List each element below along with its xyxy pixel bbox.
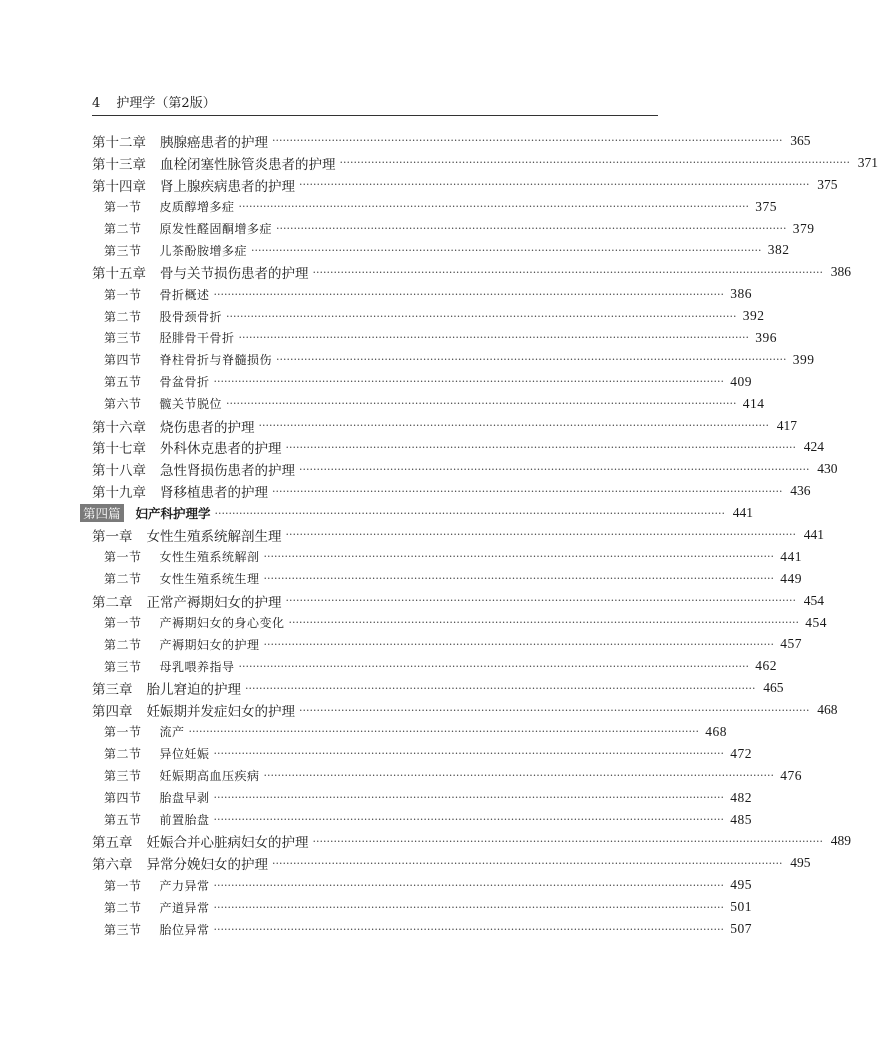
toc-section-entry[interactable] xyxy=(92,896,753,918)
chapter-title: 烧伤患者的护理 xyxy=(160,419,255,436)
page-reference: 441 xyxy=(732,505,754,521)
page-reference: 441 xyxy=(780,548,803,564)
page-reference: 379 xyxy=(792,220,815,236)
toc-section-entry[interactable] xyxy=(92,874,753,896)
page-reference: 386 xyxy=(730,286,753,302)
dot-leader xyxy=(299,463,810,476)
chapter-number: 第十五章 xyxy=(92,266,146,283)
page-reference: 392 xyxy=(742,308,765,324)
toc-section-entry[interactable] xyxy=(92,218,815,240)
dot-leader xyxy=(313,835,824,848)
page-reference: 485 xyxy=(730,811,753,827)
chapter-title: 血栓闭塞性脉管炎患者的护理 xyxy=(160,156,336,173)
section-number: 第四节 xyxy=(104,353,142,368)
dot-leader xyxy=(313,266,824,279)
toc-section-entry[interactable] xyxy=(92,918,753,940)
section-title: 女性生殖系统解剖 xyxy=(159,550,260,565)
chapter-number: 第五章 xyxy=(92,835,133,852)
section-number: 第一节 xyxy=(104,200,142,215)
chapter-number: 第四章 xyxy=(92,704,133,721)
toc-chapter-entry[interactable] xyxy=(92,152,878,174)
section-title: 产褥期妇女的身心变化 xyxy=(159,616,285,631)
section-number: 第一节 xyxy=(104,725,142,740)
toc-section-entry[interactable] xyxy=(92,327,778,349)
toc-chapter-entry[interactable] xyxy=(92,677,784,699)
section-number: 第三节 xyxy=(104,922,142,937)
dot-leader xyxy=(189,725,700,738)
dot-leader xyxy=(340,156,851,169)
toc-section-entry[interactable] xyxy=(92,371,753,393)
dot-leader xyxy=(214,923,725,936)
page-reference: 495 xyxy=(730,877,753,893)
dot-leader xyxy=(289,616,800,629)
toc-section-entry[interactable] xyxy=(92,349,815,371)
page-reference: 424 xyxy=(803,439,825,455)
dot-leader xyxy=(214,901,725,914)
chapter-title: 妊娠期并发症妇女的护理 xyxy=(146,704,295,721)
dot-leader xyxy=(215,507,726,520)
page-reference: 468 xyxy=(705,723,728,739)
section-title: 母乳喂养指导 xyxy=(159,659,235,674)
book-title: 护理学（第2版） xyxy=(116,96,216,111)
chapter-number: 第二章 xyxy=(92,594,133,611)
chapter-title: 骨与关节损伤患者的护理 xyxy=(160,266,309,283)
section-title: 骨折概述 xyxy=(159,287,210,302)
section-number: 第三节 xyxy=(104,331,142,346)
chapter-number: 第六章 xyxy=(92,857,133,874)
page-reference: 468 xyxy=(817,702,838,718)
chapter-title: 外科休克患者的护理 xyxy=(160,441,282,458)
page-reference: 414 xyxy=(742,395,765,411)
chapter-number: 第十七章 xyxy=(92,441,146,458)
chapter-title: 急性肾损伤患者的护理 xyxy=(160,463,295,480)
chapter-number: 第一章 xyxy=(92,528,133,545)
toc-chapter-entry[interactable] xyxy=(92,699,838,721)
toc-chapter-entry[interactable] xyxy=(92,174,838,196)
page-reference: 449 xyxy=(780,570,803,586)
dot-leader xyxy=(226,310,737,323)
section-title: 前置胎盘 xyxy=(159,813,210,828)
dot-leader xyxy=(272,485,783,498)
page-reference: 399 xyxy=(792,351,815,367)
page-reference: 454 xyxy=(803,592,825,608)
section-title: 原发性醛固酮增多症 xyxy=(159,222,273,236)
section-title: 异位妊娠 xyxy=(159,747,210,762)
section-title: 骨盆骨折 xyxy=(159,375,210,390)
page-reference: 371 xyxy=(857,154,878,170)
toc-section-entry[interactable] xyxy=(92,633,803,655)
chapter-number: 第十二章 xyxy=(92,134,146,151)
toc-chapter-entry[interactable] xyxy=(92,261,852,283)
page-reference: 454 xyxy=(805,614,828,630)
chapter-number: 第十三章 xyxy=(92,156,146,173)
page-reference: 409 xyxy=(730,373,753,389)
toc-chapter-entry[interactable] xyxy=(92,130,811,152)
toc-section-entry[interactable] xyxy=(92,655,778,677)
dot-leader xyxy=(214,813,725,826)
toc-section-entry[interactable] xyxy=(92,568,803,590)
page-reference: 482 xyxy=(730,789,753,805)
dot-leader xyxy=(264,638,775,651)
dot-leader xyxy=(214,375,725,388)
section-title: 产道异常 xyxy=(159,900,210,915)
section-number: 第三节 xyxy=(104,243,142,258)
toc-chapter-entry[interactable] xyxy=(92,590,825,612)
page-reference: 382 xyxy=(767,242,790,258)
page-reference: 430 xyxy=(817,461,838,477)
page-reference: 441 xyxy=(803,526,825,542)
section-title: 胫腓骨干骨折 xyxy=(159,331,235,346)
toc-section-entry[interactable] xyxy=(92,765,803,787)
chapter-number: 第十四章 xyxy=(92,178,146,195)
dot-leader xyxy=(214,791,725,804)
dot-leader xyxy=(272,134,783,147)
chapter-number: 第十六章 xyxy=(92,419,146,436)
toc-chapter-entry[interactable] xyxy=(92,415,798,437)
toc-section-entry[interactable] xyxy=(92,721,728,743)
dot-leader xyxy=(264,572,775,585)
toc-section-entry[interactable] xyxy=(92,546,803,568)
section-title: 妊娠期高血压疾病 xyxy=(159,769,260,784)
page-reference: 465 xyxy=(763,680,784,696)
page-reference: 375 xyxy=(755,198,778,214)
section-title: 股骨颈骨折 xyxy=(159,309,223,324)
section-title: 脊柱骨折与脊髓损伤 xyxy=(159,353,273,368)
section-title: 产力异常 xyxy=(159,878,210,893)
section-number: 第五节 xyxy=(104,375,142,390)
dot-leader xyxy=(239,200,750,213)
section-number: 第二节 xyxy=(104,637,142,652)
section-number: 第六节 xyxy=(104,397,142,412)
chapter-title: 肾上腺疾病患者的护理 xyxy=(160,178,295,195)
table-of-contents xyxy=(83,130,878,940)
page-reference: 489 xyxy=(830,833,852,849)
section-number: 第五节 xyxy=(104,813,142,828)
section-number: 第二节 xyxy=(104,222,142,236)
part-title: 妇产科护理学 xyxy=(135,506,211,522)
toc-section-entry[interactable] xyxy=(92,393,765,415)
page-reference: 365 xyxy=(790,132,811,148)
chapter-number: 第三章 xyxy=(92,682,133,699)
section-number: 第二节 xyxy=(104,747,142,762)
page-reference: 386 xyxy=(830,264,852,280)
dot-leader xyxy=(226,397,737,410)
toc-section-entry[interactable] xyxy=(92,787,753,809)
toc-section-entry[interactable] xyxy=(92,743,753,765)
section-title: 女性生殖系统生理 xyxy=(159,572,260,587)
section-title: 流产 xyxy=(159,725,185,740)
dot-leader xyxy=(276,222,787,235)
toc-part-entry[interactable] xyxy=(83,502,754,524)
toc-chapter-entry[interactable] xyxy=(92,524,825,546)
chapter-title: 胎儿窘迫的护理 xyxy=(146,682,241,699)
dot-leader xyxy=(214,288,725,301)
chapter-number: 第十八章 xyxy=(92,463,146,480)
section-title: 儿茶酚胺增多症 xyxy=(159,243,248,258)
dot-leader xyxy=(299,704,810,717)
toc-chapter-entry[interactable] xyxy=(92,436,825,458)
section-number: 第二节 xyxy=(104,309,142,324)
chapter-title: 正常产褥期妇女的护理 xyxy=(146,594,282,611)
part-number: 第四篇 xyxy=(80,504,124,522)
dot-leader xyxy=(272,857,783,870)
toc-section-entry[interactable] xyxy=(92,283,753,305)
section-title: 产褥期妇女的护理 xyxy=(159,637,260,652)
chapter-title: 异常分娩妇女的护理 xyxy=(146,857,268,874)
section-title: 胎位异常 xyxy=(159,922,210,937)
section-number: 第一节 xyxy=(104,616,142,631)
running-header xyxy=(92,95,658,116)
chapter-title: 妊娠合并心脏病妇女的护理 xyxy=(146,835,309,852)
dot-leader xyxy=(251,244,762,257)
dot-leader xyxy=(259,419,770,432)
section-number: 第一节 xyxy=(104,550,142,565)
page-reference: 476 xyxy=(780,767,803,783)
dot-leader xyxy=(299,178,810,191)
page-reference: 375 xyxy=(817,176,838,192)
section-title: 髋关节脱位 xyxy=(159,397,223,412)
dot-leader xyxy=(239,660,750,673)
toc-chapter-entry[interactable] xyxy=(92,458,838,480)
page-reference: 457 xyxy=(780,636,803,652)
page-reference: 436 xyxy=(790,483,811,499)
page-reference: 507 xyxy=(730,921,753,936)
toc-section-entry[interactable] xyxy=(92,196,778,218)
section-number: 第二节 xyxy=(104,572,142,587)
page-reference: 495 xyxy=(790,855,811,871)
dot-leader xyxy=(214,747,725,760)
toc-section-entry[interactable] xyxy=(92,612,828,634)
section-number: 第一节 xyxy=(104,287,142,302)
dot-leader xyxy=(276,353,787,366)
page-number: 4 xyxy=(92,96,101,111)
section-title: 胎盘早剥 xyxy=(159,791,210,806)
chapter-title: 肾移植患者的护理 xyxy=(160,485,268,502)
dot-leader xyxy=(239,331,750,344)
toc-chapter-entry[interactable] xyxy=(92,480,811,502)
dot-leader xyxy=(264,769,775,782)
dot-leader xyxy=(286,528,797,541)
dot-leader xyxy=(214,879,725,892)
toc-chapter-entry[interactable] xyxy=(92,852,811,874)
dot-leader xyxy=(286,594,797,607)
section-number: 第二节 xyxy=(104,900,142,915)
section-number: 第一节 xyxy=(104,878,142,893)
chapter-number: 第十九章 xyxy=(92,485,146,502)
chapter-title: 女性生殖系统解剖生理 xyxy=(146,528,282,545)
page-reference: 417 xyxy=(776,417,798,433)
dot-leader xyxy=(245,682,756,695)
dot-leader xyxy=(286,441,797,454)
section-title: 皮质醇增多症 xyxy=(159,200,235,215)
toc-section-entry[interactable] xyxy=(92,305,765,327)
page-reference: 396 xyxy=(755,329,778,345)
section-number: 第三节 xyxy=(104,659,142,674)
toc-section-entry[interactable] xyxy=(92,809,753,831)
page-reference: 462 xyxy=(755,658,778,674)
section-number: 第四节 xyxy=(104,791,142,806)
page-reference: 501 xyxy=(730,899,753,915)
page-reference: 472 xyxy=(730,745,753,761)
toc-section-entry[interactable] xyxy=(92,239,790,261)
toc-chapter-entry[interactable] xyxy=(92,831,852,853)
section-number: 第三节 xyxy=(104,769,142,784)
chapter-title: 胰腺癌患者的护理 xyxy=(160,134,268,151)
dot-leader xyxy=(264,550,775,563)
